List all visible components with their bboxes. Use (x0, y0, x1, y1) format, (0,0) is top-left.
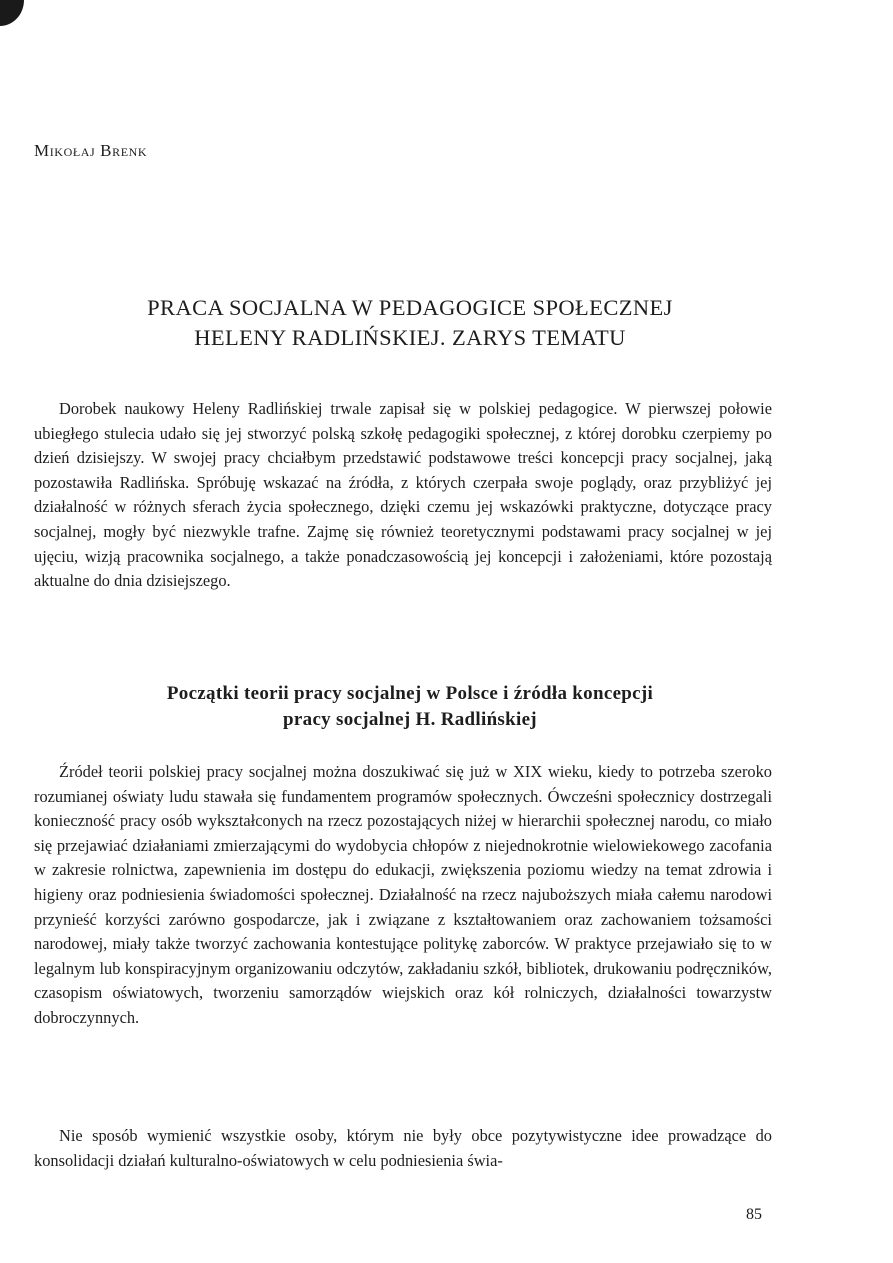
section-paragraph-2-text: Nie sposób wymienić wszystkie osoby, którym nie były obce pozytywistyczne idee prowadzące do konsolidacji działań kulturalno-oświatowych w celu podniesienia świa- (34, 1126, 772, 1170)
section-paragraph-1-text: Źródeł teorii polskiej pracy socjalnej można doszukiwać się już w XIX wieku, kiedy to potrzeba szeroko rozumianej oświaty ludu stawała się fundamentem programów społecznych. Ówcześni społecznicy dostrzegali konieczność pracy osób wykształconych na rzecz pozostających niżej w hierarchii społecznej narodu, co miało się przejawiać działaniami zmierzającymi do wydobycia chłopów z niejednokrotnie wielowiekowego zacofania w zakresie rolnictwa, zapewnienia im dostępu do edukacji, zwiększenia poziomu wiedzy na temat zdrowia i higieny oraz podniesienia świadomości społecznej. Działalność na rzecz najuboższych miała całemu narodowi przynieść korzyści zarówno gospodarcze, jak i związane z kształtowaniem oraz zachowaniem tożsamości narodowej, miały także tworzyć zachowania kontestujące politykę zaborców. W praktyce przejawiało się to w legalnym lub konspiracyjnym organizowaniu odczytów, zakładaniu szkół, bibliotek, drukowaniu podręczników, czasopism oświatowych, tworzeniu samorządów wiejskich oraz kół rolniczych, działalności towarzystw dobroczynnych. (34, 762, 772, 1027)
article-title-line-1: PRACA SOCJALNA W PEDAGOGICE SPOŁECZNEJ (147, 295, 673, 320)
page-number: 85 (746, 1206, 762, 1223)
intro-paragraph (34, 397, 772, 594)
intro-paragraph-text: Dorobek naukowy Heleny Radlińskiej trwale zapisał się w polskiej pedagogice. W pierwszej połowie ubiegłego stulecia udało się jej stworzyć polską szkołę pedagogiki społecznej, z której dorobku czerpiemy po dzień dzisiejszy. W swojej pracy chciałbym przedstawić podstawowe treści koncepcji pracy socjalnej, jaką pozostawiła Radlińska. Spróbuję wskazać na źródła, z których czerpała swoje poglądy, oraz przybliżyć jej działalność w różnych sferach życia społecznego, dzięki czemu jej wskazówki praktyczne, dotyczące pracy socjalnej, mogły być niezwykle trafne. Zajmę się również teoretycznymi podstawami pracy socjalnej w jej ujęciu, wizją pracownika socjalnego, a także ponadczasowością jej koncepcji i założeniami, które pozostają aktualne do dnia dzisiejszego. (34, 399, 772, 591)
section-heading (60, 681, 760, 733)
section-heading-line-1: Początki teorii pracy socjalnej w Polsce i źródła koncepcji (166, 683, 654, 704)
author-name: Mikołaj Brenk (34, 141, 148, 160)
section-paragraph-2 (34, 1124, 772, 1173)
section-heading-line-2: pracy socjalnej H. Radlińskiej (283, 709, 537, 730)
article-title-line-2: HELENY RADLIŃSKIEJ. ZARYS TEMATU (194, 325, 626, 350)
section-paragraph-1 (34, 760, 772, 1031)
scan-corner-mark (0, 0, 24, 26)
article-title (60, 293, 760, 353)
